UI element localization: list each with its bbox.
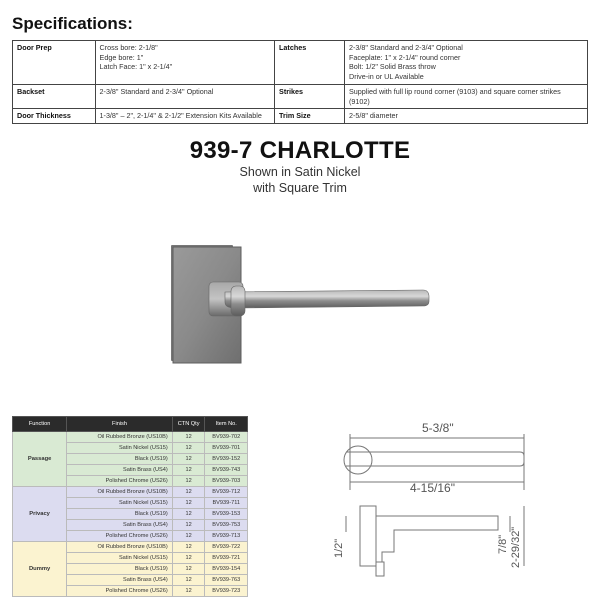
finish-cell: Satin Brass (US4) <box>67 575 173 586</box>
dim-lever-label: 4-15/16" <box>410 481 455 495</box>
dimension-drawing <box>322 412 592 600</box>
item-number-cell: BV939-712 <box>205 487 248 498</box>
spec-value-line: Drive-in or UL Available <box>349 72 424 82</box>
spec-value-line: Supplied with full lip round corner (9103) and square corner strikes <box>349 86 561 96</box>
ctn-qty-cell: 12 <box>172 520 205 531</box>
lever-handle-photo <box>165 240 435 370</box>
product-subtitle-line-2: with Square Trim <box>253 180 347 195</box>
finish-cell: Black (US19) <box>67 454 173 465</box>
spec-door-thickness-label: Door Thickness <box>13 109 96 124</box>
finish-cell: Polished Chrome (US26) <box>67 531 173 542</box>
item-number-cell: BV939-153 <box>205 509 248 520</box>
finish-cell: Satin Nickel (US15) <box>67 498 173 509</box>
spec-trim-size-value <box>345 109 588 124</box>
item-number-cell: BV939-722 <box>205 542 248 553</box>
finish-cell: Satin Nickel (US15) <box>67 443 173 454</box>
ctn-qty-cell: 12 <box>172 498 205 509</box>
ctn-qty-cell: 12 <box>172 465 205 476</box>
ctn-qty-cell: 12 <box>172 432 205 443</box>
spec-door-prep-label: Door Prep <box>13 41 96 85</box>
item-number-cell: BV939-154 <box>205 564 248 575</box>
ctn-qty-cell: 12 <box>172 509 205 520</box>
spec-value-line: (9102) <box>349 96 370 106</box>
ctn-qty-cell: 12 <box>172 531 205 542</box>
finish-table-header: Function <box>13 417 67 432</box>
ctn-qty-cell: 12 <box>172 454 205 465</box>
finish-cell: Black (US19) <box>67 509 173 520</box>
finish-cell: Oil Rubbed Bronze (US10B) <box>67 432 173 443</box>
table-row <box>13 487 248 498</box>
spec-strikes-value <box>345 84 588 108</box>
item-number-cell: BV939-703 <box>205 476 248 487</box>
product-subtitle-line-1: Shown in Satin Nickel <box>239 165 361 179</box>
spec-backset-value <box>95 84 275 108</box>
finish-cell: Polished Chrome (US26) <box>67 476 173 487</box>
spec-value-line: Latch Face: 1" x 2-1/4" <box>99 62 173 72</box>
dim-mid-label: 7/8" <box>497 534 509 554</box>
item-number-cell: BV939-702 <box>205 432 248 443</box>
item-number-cell: BV939-743 <box>205 465 248 476</box>
ctn-qty-cell: 12 <box>172 487 205 498</box>
finish-cell: Oil Rubbed Bronze (US10B) <box>67 487 173 498</box>
finish-cell: Satin Brass (US4) <box>67 520 173 531</box>
spec-latches-value <box>345 41 588 85</box>
spec-row <box>13 109 588 124</box>
ctn-qty-cell: 12 <box>172 542 205 553</box>
item-number-cell: BV939-753 <box>205 520 248 531</box>
spec-value-line: 2-3/8" Standard and 2-3/4" Optional <box>99 86 214 96</box>
finish-table-header: Item No. <box>205 417 248 432</box>
dim-left-label: 1/2" <box>333 538 345 558</box>
item-number-cell: BV939-721 <box>205 553 248 564</box>
item-number-cell: BV939-152 <box>205 454 248 465</box>
item-number-cell: BV939-711 <box>205 498 248 509</box>
ctn-qty-cell: 12 <box>172 476 205 487</box>
ctn-qty-cell: 12 <box>172 443 205 454</box>
spec-door-thickness-value <box>95 109 275 124</box>
spec-value-line: Cross bore: 2-1/8" <box>99 43 158 52</box>
item-number-cell: BV939-763 <box>205 575 248 586</box>
finish-cell: Black (US19) <box>67 564 173 575</box>
dim-right-label: 2-29/32" <box>510 526 522 568</box>
finish-table-header: CTN Qty <box>172 417 205 432</box>
dim-overall-label: 5-3/8" <box>422 421 454 435</box>
spec-door-prep-value <box>95 41 275 85</box>
spec-value-line: Bolt: 1/2" Solid Brass throw <box>349 62 436 72</box>
finish-cell: Satin Nickel (US15) <box>67 553 173 564</box>
function-cell-dummy: Dummy <box>13 542 67 597</box>
product-subtitle <box>0 165 600 196</box>
ctn-qty-cell: 12 <box>172 575 205 586</box>
spec-value-line: Faceplate: 1" x 2-1/4" round corner <box>349 52 461 62</box>
spec-value-line: 2-3/8" Standard and 2-3/4" Optional <box>349 43 463 52</box>
table-row <box>13 432 248 443</box>
specifications-heading: Specifications: <box>12 14 133 33</box>
item-number-cell: BV939-723 <box>205 586 248 597</box>
specifications-table <box>12 40 588 124</box>
spec-value-line: Edge bore: 1" <box>99 52 144 62</box>
item-number-cell: BV939-701 <box>205 443 248 454</box>
function-cell-privacy: Privacy <box>13 487 67 542</box>
finish-cell: Oil Rubbed Bronze (US10B) <box>67 542 173 553</box>
ctn-qty-cell: 12 <box>172 586 205 597</box>
product-title: 939-7 CHARLOTTE <box>189 137 411 164</box>
spec-strikes-label: Strikes <box>275 84 345 108</box>
table-row <box>13 542 248 553</box>
finish-table-header: Finish <box>67 417 173 432</box>
finish-cell: Polished Chrome (US26) <box>67 586 173 597</box>
function-cell-passage: Passage <box>13 432 67 487</box>
spec-row <box>13 41 588 85</box>
spec-backset-label: Backset <box>13 84 96 108</box>
item-number-cell: BV939-713 <box>205 531 248 542</box>
spec-trim-size-label: Trim Size <box>275 109 345 124</box>
ctn-qty-cell: 12 <box>172 564 205 575</box>
spec-value-line: 1-3/8" – 2", 2-1/4" & 2-1/2" Extension Kits Available <box>99 111 262 121</box>
ctn-qty-cell: 12 <box>172 553 205 564</box>
spec-row <box>13 84 588 108</box>
finish-cell: Satin Brass (US4) <box>67 465 173 476</box>
spec-latches-label: Latches <box>275 41 345 85</box>
finish-table <box>12 416 248 597</box>
spec-value-line: 2-5/8" diameter <box>349 111 398 121</box>
